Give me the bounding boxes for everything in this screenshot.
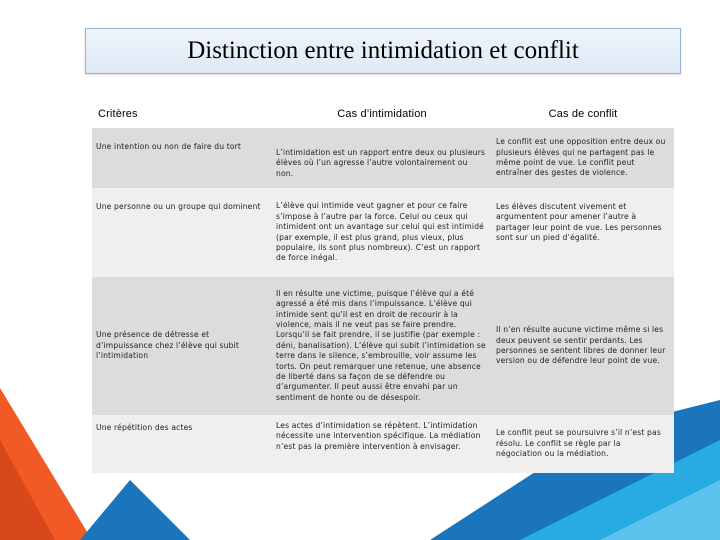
table-row <box>92 277 674 415</box>
cell-critere: Une présence de détresse et d’impuissance chez l’élève qui subit l’intimidation <box>92 277 272 415</box>
cell-intimidation: Il en résulte une victime, puisque l’élève qui a été agressé a été mis dans l’impuissance. L’élève qui intimide sent qu’il est en droit de recourir à la violence, mais il ne veut pas se faire prendre. Lorsqu’il se fait prendre, il se justifie (par exemple : déni, banalisation). L’élève qui subit l’intimidation se terre dans le silence, s’embrouille, voir assume les torts. On peut remarquer une retenue, une absence de liberté dans sa façon de se défendre ou d’argumenter. Il peut aussi être envahi par un sentiment de honte ou de désespoir. <box>272 277 492 415</box>
table-row <box>92 128 674 188</box>
cell-conflit: Le conflit est une opposition entre deux ou plusieurs élèves qui ne partagent pas le même point de vue. Le conflit peut entraîner des gestes de violence. <box>492 128 674 188</box>
page-title: Distinction entre intimidation et conflit <box>187 37 579 64</box>
header-criteres: Critères <box>92 100 272 128</box>
comparison-table <box>92 100 674 473</box>
table-row <box>92 188 674 277</box>
cell-critere: Une intention ou non de faire du tort <box>92 128 272 188</box>
cell-critere: Une répétition des actes <box>92 415 272 473</box>
table-header-row <box>92 100 674 128</box>
header-intimidation: Cas d’intimidation <box>272 100 492 128</box>
table-row <box>92 415 674 473</box>
cell-conflit: Les élèves discutent vivement et argumentent pour amener l’autre à partager leur point de vue. Les personnes sont sur un pied d’égalité. <box>492 188 674 277</box>
header-conflit: Cas de conflit <box>492 100 674 128</box>
title-box <box>85 28 681 74</box>
cell-critere: Une personne ou un groupe qui dominent <box>92 188 272 277</box>
blue-triangle-left <box>80 480 190 540</box>
cell-intimidation: L’intimidation est un rapport entre deux ou plusieurs élèves où l’un agresse l’autre volontairement ou non. <box>272 128 492 188</box>
cell-conflit: Le conflit peut se poursuivre s’il n’est pas résolu. Le conflit se règle par la négociation ou la médiation. <box>492 415 674 473</box>
cell-conflit: Il n’en résulte aucune victime même si les deux peuvent se sentir perdants. Les personnes se sentent libres de donner leur version ou de défendre leur point de vue. <box>492 277 674 415</box>
cell-intimidation: L’élève qui intimide veut gagner et pour ce faire s’impose à l’autre par la force. Celui ou ceux qui intimident ont un avantage sur celui qui est intimidé (par exemple, il est plus grand, plus vieux, plus populaire, ils sont plus nombreux). C’est un rapport de force inégal. <box>272 188 492 277</box>
cell-intimidation: Les actes d’intimidation se répètent. L’intimidation nécessite une intervention spécifique. La médiation n’est pas la première intervention à envisager. <box>272 415 492 473</box>
